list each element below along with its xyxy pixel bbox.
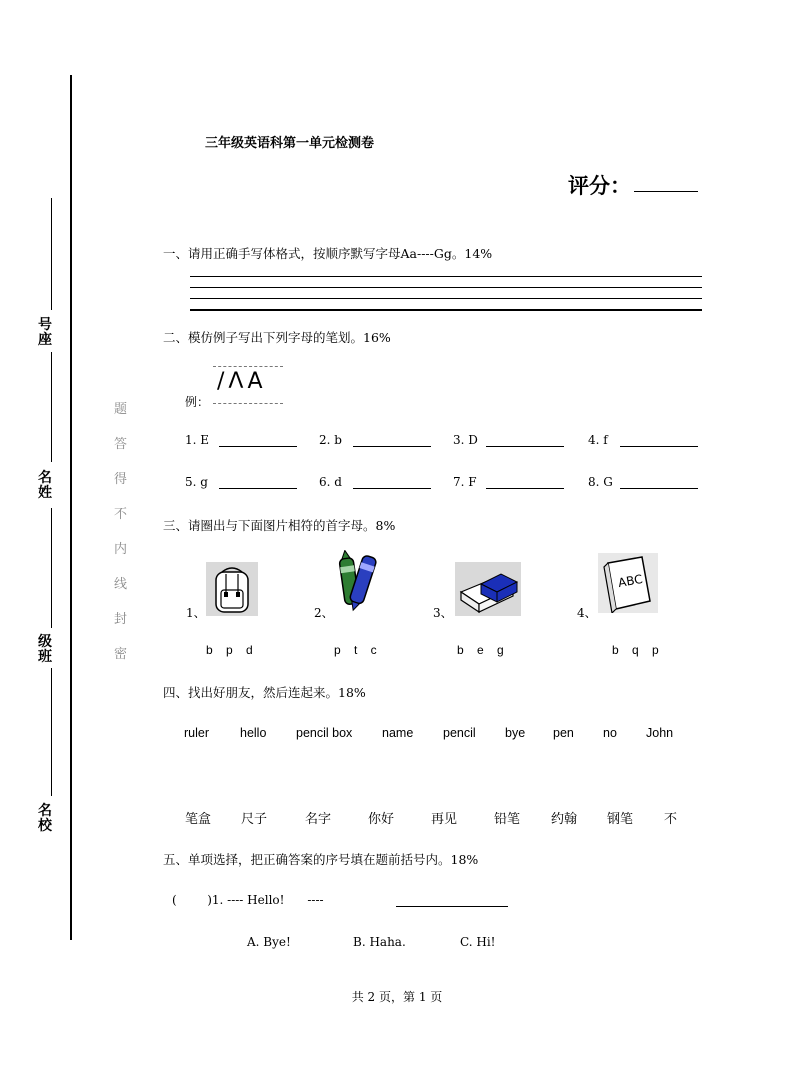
- chinese-word[interactable]: 约翰: [551, 812, 578, 827]
- stroke-answer-blank[interactable]: [486, 488, 564, 489]
- seal-text-char: 线: [114, 577, 128, 592]
- choice-answer-blank[interactable]: [396, 906, 508, 907]
- question-2-text: 二、模仿例子写出下列字母的笔划。16%: [163, 330, 391, 345]
- seal-text-char: 得: [114, 472, 128, 487]
- eraser-icon: [455, 562, 521, 616]
- chinese-word[interactable]: 你好: [368, 812, 395, 827]
- stroke-answer-blank[interactable]: [620, 488, 698, 489]
- stroke-answer-blank[interactable]: [353, 446, 431, 447]
- chinese-word[interactable]: 铅笔: [494, 812, 521, 827]
- chinese-word[interactable]: 钢笔: [607, 812, 634, 827]
- page-footer: 共 2 页，第 1 页: [351, 990, 443, 1004]
- english-word[interactable]: ruler: [184, 726, 210, 740]
- writing-line: [190, 287, 702, 288]
- question-1-text: 一、请用正确手写体格式，按顺序默写字母Aa----Gg。14%: [163, 246, 493, 261]
- question-5-text: 五、单项选择，把正确答案的序号填在题前括号内。18%: [163, 852, 479, 867]
- english-word[interactable]: pen: [553, 726, 574, 740]
- chinese-word[interactable]: 不: [664, 812, 678, 827]
- seal-text-char: 封: [114, 612, 128, 627]
- class-label: 级班: [38, 634, 52, 665]
- choice-option-c[interactable]: C. Hi!: [460, 935, 496, 949]
- picture-number: 3、: [433, 606, 453, 620]
- seal-text-char: 内: [114, 542, 128, 557]
- margin-segment: [51, 352, 52, 462]
- example-strokes: /ΛA: [217, 369, 267, 394]
- binding-line: [70, 75, 72, 940]
- english-word[interactable]: John: [646, 726, 674, 740]
- score-label: 评分：: [568, 174, 631, 198]
- stroke-item: 4. f: [588, 433, 608, 447]
- letter-choices: b p d: [206, 643, 253, 657]
- stroke-answer-blank[interactable]: [353, 488, 431, 489]
- stroke-answer-blank[interactable]: [620, 446, 698, 447]
- english-word[interactable]: bye: [505, 726, 526, 740]
- markers-icon: [334, 550, 382, 612]
- writing-line: [190, 276, 702, 277]
- school-label: 名校: [38, 803, 52, 834]
- english-word[interactable]: pencil: [443, 726, 476, 740]
- picture-number: 4、: [577, 606, 597, 620]
- chinese-word[interactable]: 尺子: [241, 812, 268, 827]
- stroke-item: 1. E: [185, 433, 210, 447]
- margin-segment: [51, 198, 52, 310]
- choice-option-b[interactable]: B. Haha.: [353, 935, 406, 949]
- backpack-icon: [206, 562, 258, 616]
- english-word[interactable]: hello: [240, 726, 267, 740]
- seat-number-label: 号座: [38, 317, 52, 348]
- seal-text-char: 答: [114, 437, 128, 452]
- writing-line: [190, 298, 702, 299]
- letter-choices: p t c: [334, 643, 377, 657]
- seal-text-char: 题: [114, 402, 128, 417]
- english-word[interactable]: name: [382, 726, 414, 740]
- writing-line: [190, 309, 702, 311]
- margin-segment: [51, 508, 52, 628]
- seal-text-char: 密: [114, 647, 128, 662]
- stroke-answer-blank[interactable]: [486, 446, 564, 447]
- stroke-item: 3. D: [453, 433, 478, 447]
- picture-number: 2、: [314, 606, 334, 620]
- page-title: 三年级英语科第一单元检测卷: [205, 136, 375, 151]
- stroke-answer-blank[interactable]: [219, 446, 297, 447]
- stroke-item: 5. g: [185, 475, 208, 489]
- choice-option-a[interactable]: A. Bye!: [247, 935, 291, 949]
- question-4-text: 四、找出好朋友，然后连起来。18%: [163, 685, 366, 700]
- name-label: 名姓: [38, 470, 52, 501]
- chinese-word[interactable]: 再见: [431, 812, 458, 827]
- stroke-item: 6. d: [319, 475, 342, 489]
- margin-segment: [51, 668, 52, 796]
- letter-choices: b e g: [457, 643, 504, 657]
- choice-question: ( )1. ---- Hello! ----: [172, 893, 324, 907]
- english-word[interactable]: no: [603, 726, 617, 740]
- score-blank[interactable]: [634, 191, 698, 192]
- stroke-item: 2. b: [319, 433, 342, 447]
- book-icon: [598, 553, 658, 613]
- book-cover-text: ABC: [616, 571, 644, 591]
- stroke-item: 7. F: [453, 475, 477, 489]
- example-box: [213, 366, 283, 404]
- example-label: 例：: [185, 395, 210, 409]
- stroke-item: 8. G: [588, 475, 613, 489]
- seal-text-char: 不: [114, 507, 128, 522]
- question-3-text: 三、请圈出与下面图片相符的首字母。8%: [163, 518, 396, 533]
- chinese-word[interactable]: 笔盒: [185, 812, 212, 827]
- picture-number: 1、: [186, 606, 206, 620]
- english-word[interactable]: pencil box: [296, 726, 353, 740]
- chinese-word[interactable]: 名字: [305, 812, 332, 827]
- letter-choices: b q p: [612, 643, 659, 657]
- stroke-answer-blank[interactable]: [219, 488, 297, 489]
